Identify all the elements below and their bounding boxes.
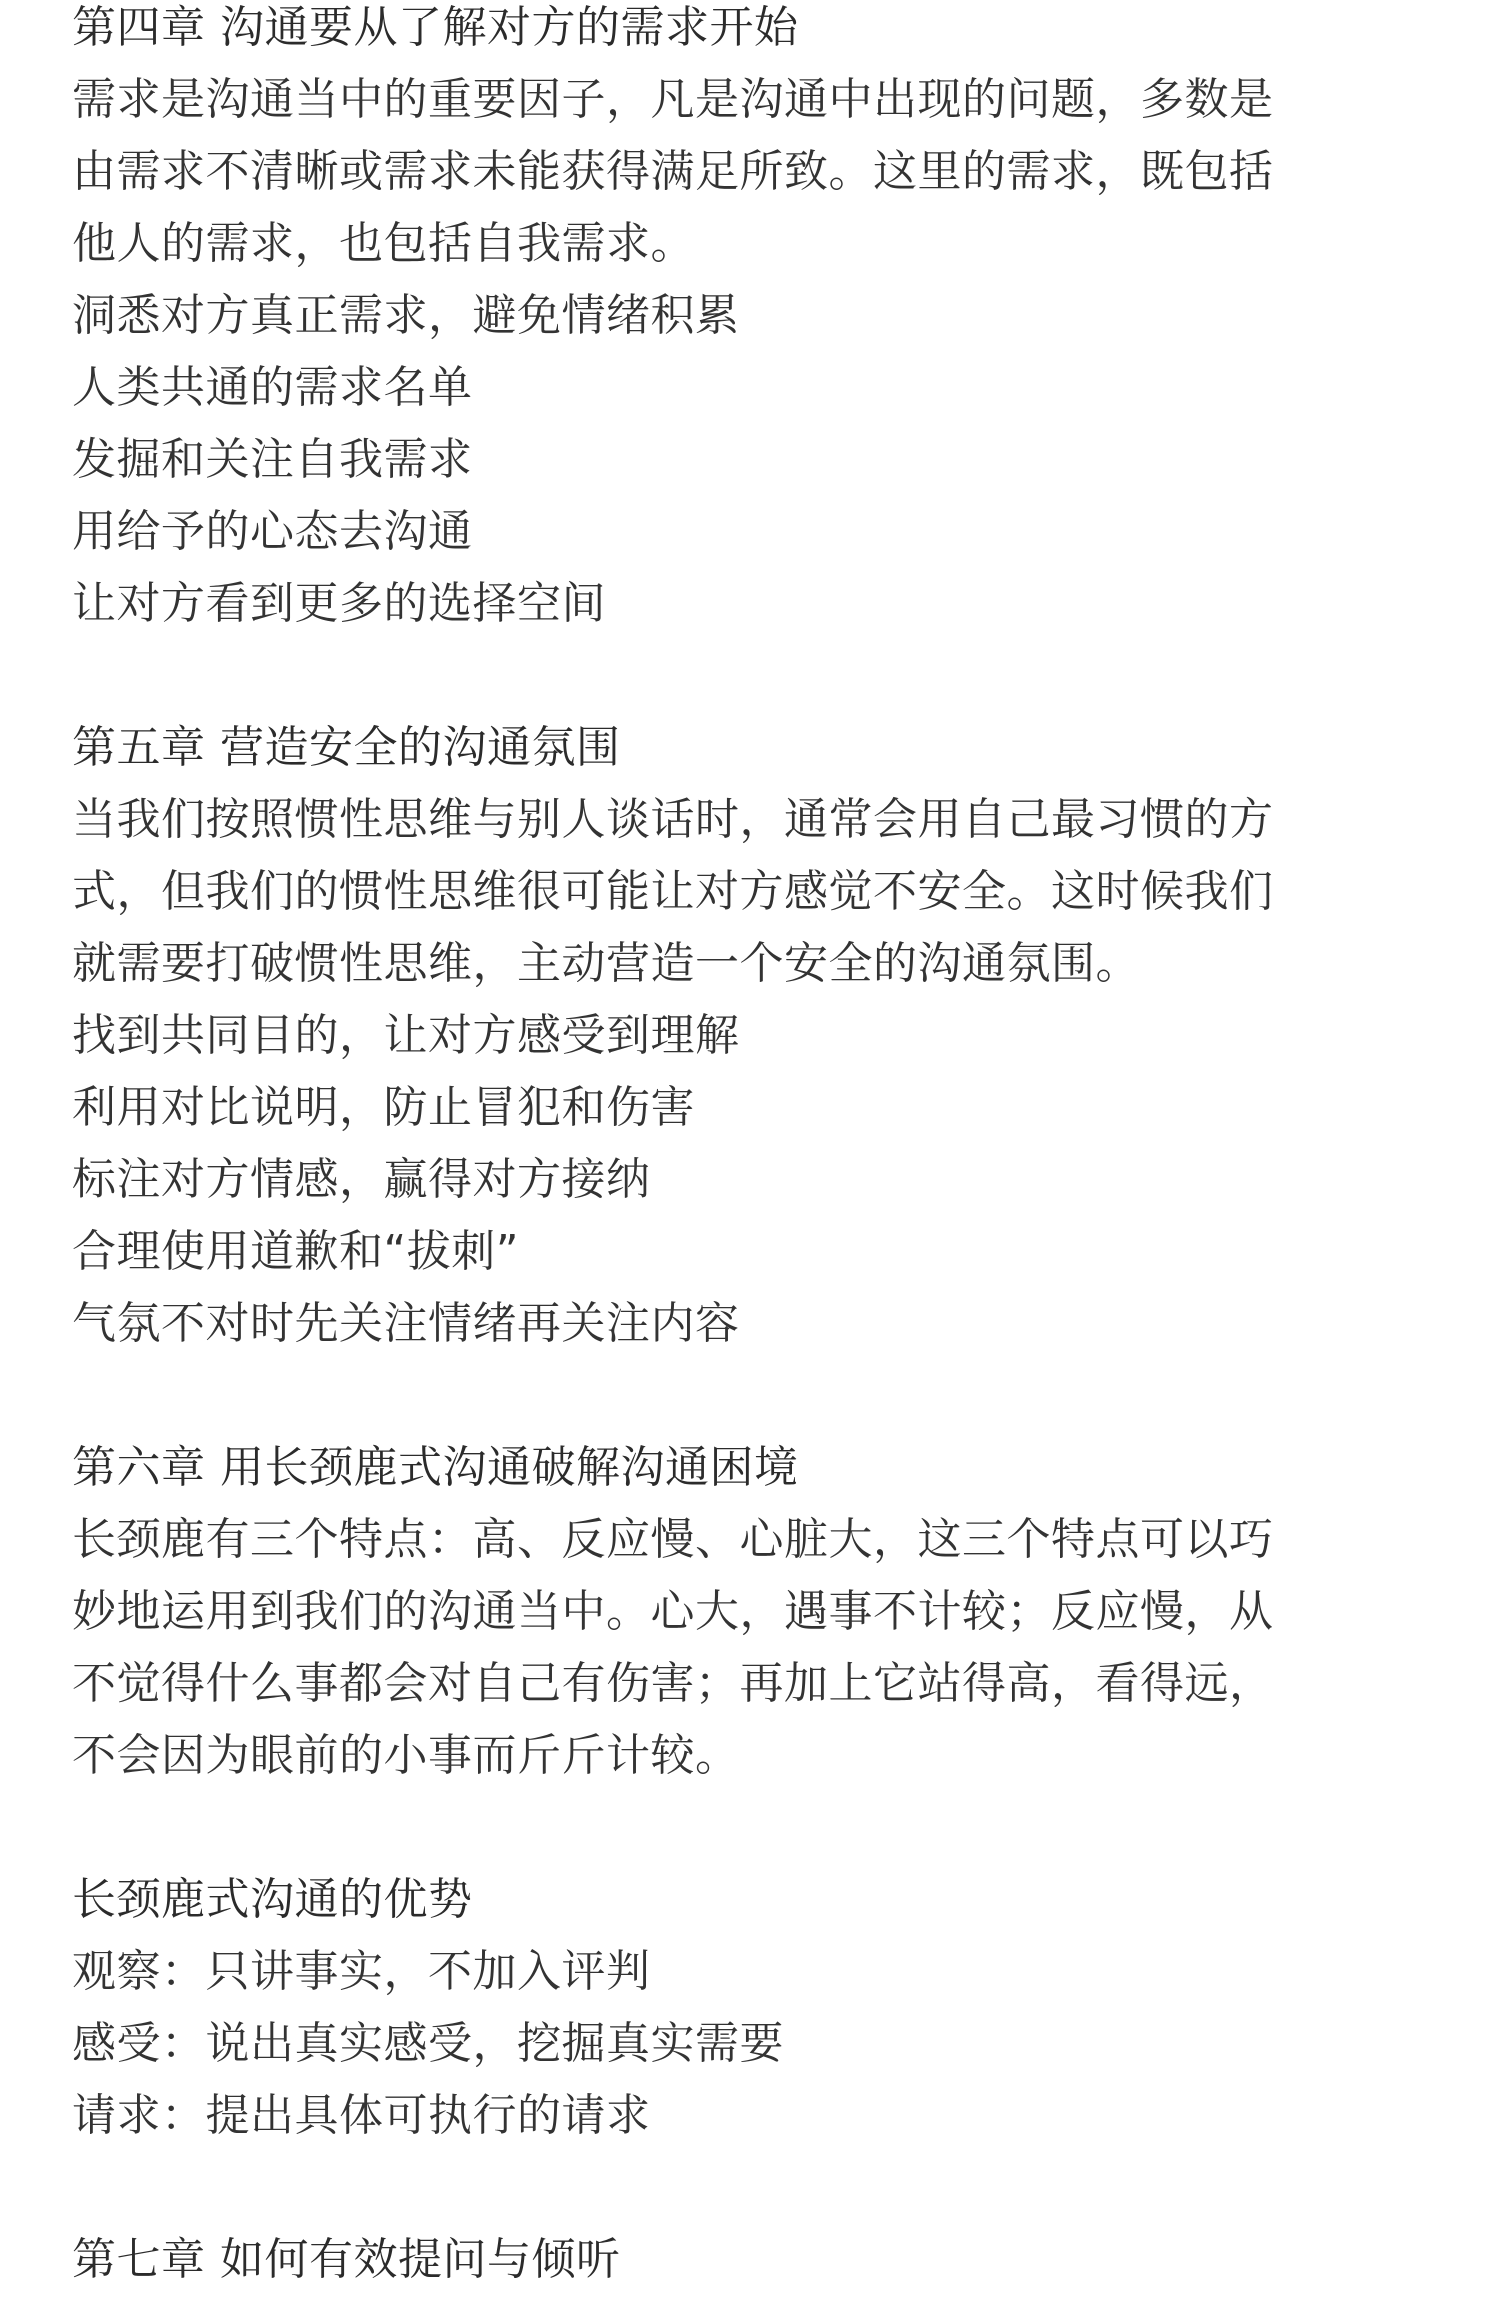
document-content xyxy=(72,0,1428,2296)
chapter-4-point: 用给予的心态去沟通 xyxy=(72,506,473,557)
chapter-5-point: 气氛不对时先关注情绪再关注内容 xyxy=(72,1298,740,1349)
chapter-5-point: 利用对比说明，防止冒犯和伤害 xyxy=(72,1082,695,1133)
chapter-5-paragraph-line: 式，但我们的惯性思维很可能让对方感觉不安全。这时候我们 xyxy=(72,866,1274,917)
chapter-5-point: 标注对方情感，赢得对方接纳 xyxy=(72,1154,651,1205)
chapter-5-paragraph-line: 当我们按照惯性思维与别人谈话时，通常会用自己最习惯的方 xyxy=(72,794,1274,845)
chapter-5-paragraph-line: 就需要打破惯性思维，主动营造一个安全的沟通氛围。 xyxy=(72,938,1140,989)
chapter-6-point: 观察：只讲事实，不加入评判 xyxy=(72,1946,651,1997)
chapter-6-subheading: 长颈鹿式沟通的优势 xyxy=(72,1874,473,1925)
chapter-6-point: 请求：提出具体可执行的请求 xyxy=(72,2090,651,2141)
section-spacer xyxy=(72,2152,1428,2224)
chapter-4-point: 发掘和关注自我需求 xyxy=(72,434,473,485)
section-spacer xyxy=(72,640,1428,712)
chapter-4-point: 洞悉对方真正需求，避免情绪积累 xyxy=(72,290,740,341)
chapter-5-point: 找到共同目的，让对方感受到理解 xyxy=(72,1010,740,1061)
section-spacer xyxy=(72,1360,1428,1432)
chapter-4-point: 人类共通的需求名单 xyxy=(72,362,473,413)
chapter-6-paragraph-line: 不觉得什么事都会对自己有伤害；再加上它站得高，看得远， xyxy=(72,1658,1274,1709)
chapter-6-paragraph-line: 妙地运用到我们的沟通当中。心大，遇事不计较；反应慢，从 xyxy=(72,1586,1274,1637)
chapter-4-paragraph-line: 他人的需求，也包括自我需求。 xyxy=(72,218,695,269)
chapter-7-title: 第七章 如何有效提问与倾听 xyxy=(72,2234,621,2285)
section-spacer xyxy=(72,1792,1428,1864)
chapter-4-title: 第四章 沟通要从了解对方的需求开始 xyxy=(72,2,799,53)
chapter-6-paragraph-line: 长颈鹿有三个特点：高、反应慢、心脏大，这三个特点可以巧 xyxy=(72,1514,1274,1565)
chapter-6-paragraph-line: 不会因为眼前的小事而斤斤计较。 xyxy=(72,1730,740,1781)
chapter-5-point: 合理使用道歉和“拔刺” xyxy=(72,1226,520,1277)
chapter-4-point: 让对方看到更多的选择空间 xyxy=(72,578,606,629)
chapter-6-point: 感受：说出真实感受，挖掘真实需要 xyxy=(72,2018,784,2069)
chapter-4-paragraph-line: 由需求不清晰或需求未能获得满足所致。这里的需求，既包括 xyxy=(72,146,1274,197)
chapter-5-title: 第五章 营造安全的沟通氛围 xyxy=(72,722,621,773)
chapter-4-paragraph-line: 需求是沟通当中的重要因子，凡是沟通中出现的问题，多数是 xyxy=(72,74,1274,125)
chapter-6-title: 第六章 用长颈鹿式沟通破解沟通困境 xyxy=(72,1442,799,1493)
